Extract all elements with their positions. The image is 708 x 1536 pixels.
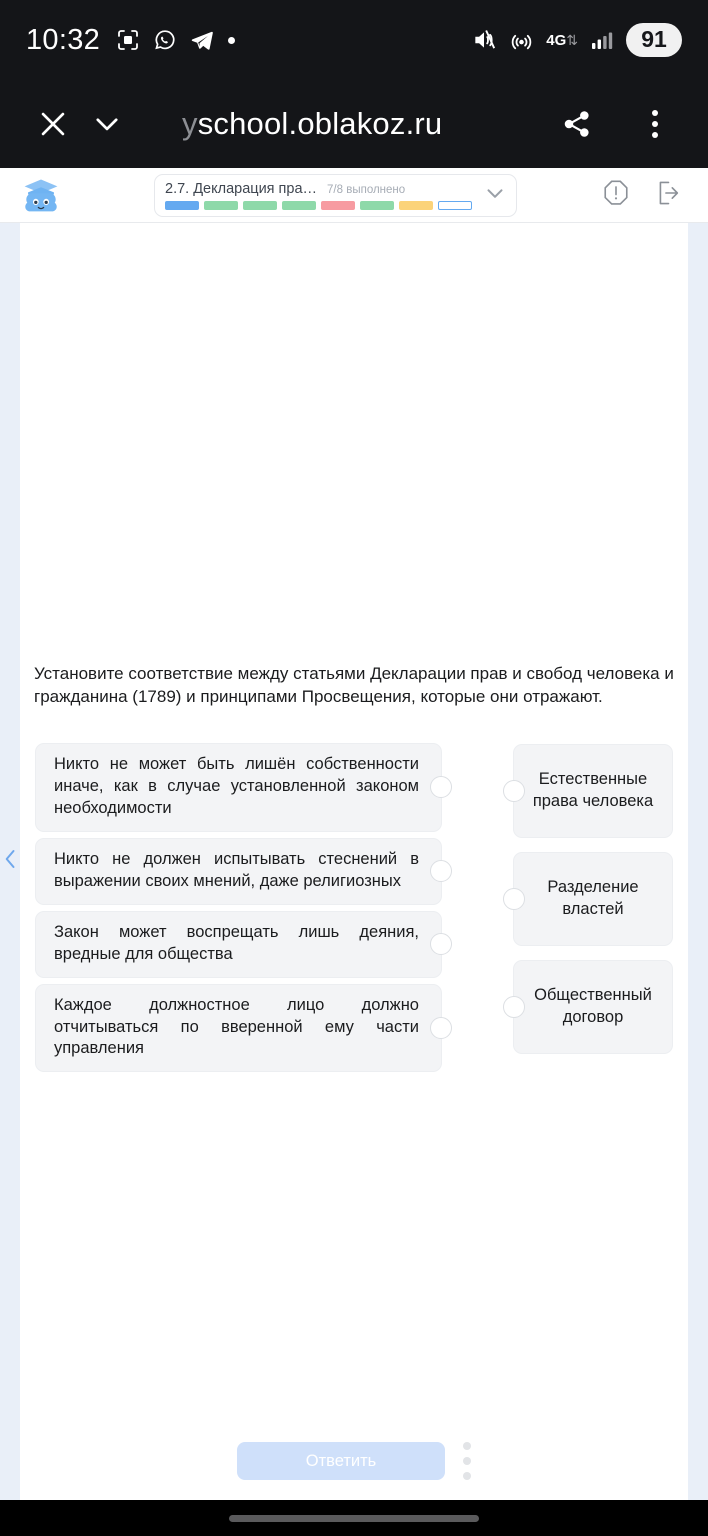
telegram-icon (190, 28, 215, 53)
progress-segment[interactable] (360, 201, 394, 210)
kebab-dot-2 (652, 121, 658, 127)
match-right-card-text: Разделение властей (547, 878, 639, 918)
url-rest: school.oblakoz.ru (197, 106, 443, 141)
match-left-card-text: Каждое должностное лицо должно отчитываться по вверенной ему части управления (54, 995, 419, 1058)
progress-segment[interactable] (243, 201, 277, 210)
match-right-card-text: Естественные права человека (532, 770, 654, 810)
match-left-card-text: Никто не может быть лишён собственности иначе, как в случае установленной законом необходимости (54, 755, 419, 817)
match-left-card[interactable] (35, 838, 442, 905)
whatsapp-icon (153, 28, 177, 52)
share-button[interactable] (550, 97, 604, 151)
kebab-dot-1 (652, 110, 658, 116)
match-left-card[interactable] (35, 911, 442, 978)
close-button[interactable] (26, 97, 80, 151)
submit-answer-button[interactable]: Ответить (237, 1442, 445, 1480)
browser-toolbar (0, 80, 708, 168)
progress-segment[interactable] (438, 201, 472, 210)
match-left-card[interactable] (35, 984, 442, 1073)
status-bar-system-icons (471, 23, 682, 57)
match-right-card[interactable] (513, 852, 673, 946)
task-chip-content (165, 181, 472, 210)
kebab-dot-3 (652, 132, 658, 138)
screenshot-icon (116, 28, 140, 52)
progress-segment[interactable] (282, 201, 316, 210)
task-footer (20, 1442, 688, 1480)
task-content (20, 223, 688, 1500)
system-navigation-bar (0, 1500, 708, 1536)
match-left-card-text: Никто не должен испытывать стеснений в выражении своих мнений, даже религиозных (54, 849, 419, 890)
connector-knob-left-0[interactable] (430, 776, 452, 798)
status-bar (0, 0, 708, 80)
connector-knob-left-1[interactable] (430, 860, 452, 882)
progress-segment[interactable] (399, 201, 433, 210)
more-actions-icon[interactable] (463, 1442, 471, 1480)
matching-columns (20, 743, 688, 1072)
url-display[interactable] (134, 106, 550, 142)
progress-segment[interactable] (204, 201, 238, 210)
progress-segment[interactable] (321, 201, 355, 210)
app-header-center (68, 174, 603, 217)
task-title: 2.7. Декларация пра… (165, 180, 318, 197)
match-left-card[interactable] (35, 743, 442, 832)
connector-knob-right-2[interactable] (503, 996, 525, 1018)
dot-indicator-icon (228, 37, 235, 44)
progress-segment[interactable] (165, 201, 199, 210)
chevron-left-icon[interactable] (2, 847, 19, 876)
signal-bars-icon (590, 29, 614, 51)
mobile-data-4g-icon (546, 33, 578, 48)
match-right-card-text: Общественный договор (534, 986, 652, 1026)
oblakoz-cloud-logo-icon[interactable] (14, 176, 68, 214)
matching-left-column (35, 743, 442, 1072)
task-progress-label: 7/8 выполнено (327, 183, 406, 196)
collapse-button[interactable] (80, 97, 134, 151)
logout-icon[interactable] (655, 179, 682, 212)
match-left-card-text: Закон может воспрещать лишь деяния, вредные для общества (54, 922, 419, 963)
status-bar-notification-icons (116, 28, 235, 53)
url-prefix: y (182, 106, 198, 141)
network-type-label: 4G (546, 31, 567, 49)
task-progress-chip[interactable] (154, 174, 517, 217)
match-right-card[interactable] (513, 744, 673, 838)
web-page-viewport (0, 168, 708, 1500)
browser-menu-button[interactable] (628, 97, 682, 151)
app-header-actions (603, 179, 694, 212)
status-bar-clock: 10:32 (26, 23, 101, 56)
browser-actions (550, 97, 682, 151)
connector-knob-left-3[interactable] (430, 1017, 452, 1039)
alert-icon[interactable] (603, 179, 629, 212)
connector-knob-left-2[interactable] (430, 933, 452, 955)
matching-exercise (20, 743, 688, 1072)
gesture-home-pill[interactable] (229, 1515, 479, 1522)
hotspot-icon (509, 28, 534, 53)
connector-knob-right-1[interactable] (503, 888, 525, 910)
app-header (0, 168, 708, 223)
more-dot-1 (463, 1442, 471, 1450)
battery-level-badge: 91 (626, 23, 682, 57)
more-dot-2 (463, 1457, 471, 1465)
mute-icon (471, 27, 497, 53)
web-page (20, 168, 688, 1500)
task-chip-labels (165, 181, 472, 197)
previous-task-strip[interactable] (0, 223, 20, 1500)
matching-right-column (513, 743, 673, 1054)
connector-knob-right-0[interactable] (503, 780, 525, 802)
question-text: Установите соответствие между статьями Декларации прав и свобод человека и гражданина (1789) и принципами Просвещения, которые они отражают. (34, 664, 674, 706)
task-progress-segments (165, 201, 472, 210)
more-dot-3 (463, 1472, 471, 1480)
match-right-card[interactable] (513, 960, 673, 1054)
next-task-strip[interactable] (688, 223, 708, 1500)
chevron-down-icon[interactable] (482, 180, 508, 211)
data-transfer-arrows-icon: ⇅ (566, 32, 578, 48)
